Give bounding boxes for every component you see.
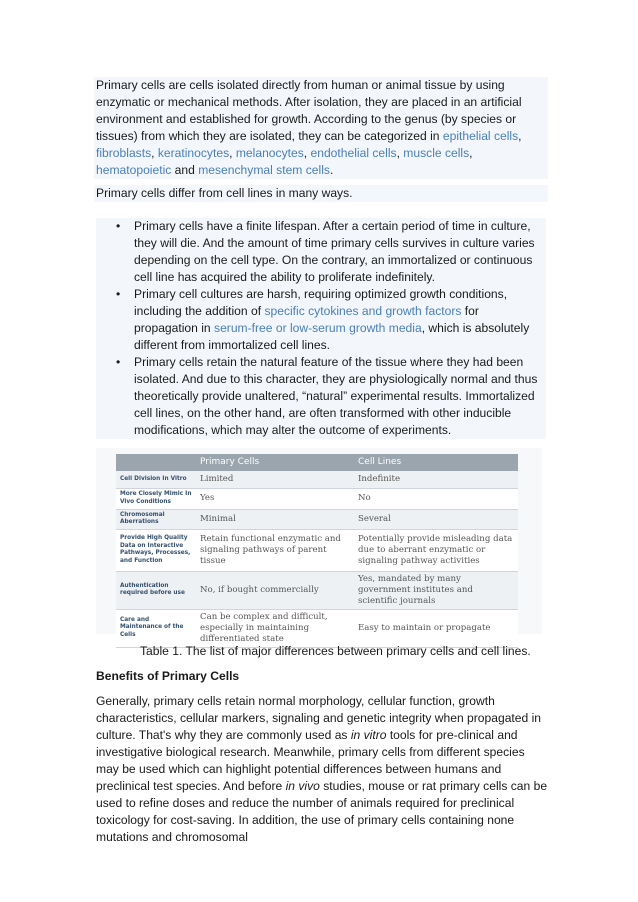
cell-primary: Retain functional enzymatic and signaling pathways of parent tissue bbox=[196, 529, 354, 571]
table-row bbox=[116, 529, 518, 571]
comparison-table-figure bbox=[96, 448, 542, 644]
list-item bbox=[96, 218, 546, 286]
cell-primary: Yes bbox=[196, 488, 354, 509]
bullet-text: Primary cells retain the natural feature of the tissue where they had been isolated. And due to this character, they are physiologically normal and thus theoretically provide unaltered, “natural” experimental results. Immortalized cell lines, on the other hand, are often transformed with other inducible modifications, which may alter the outcome of experiments. bbox=[134, 355, 538, 437]
cell-primary: Limited bbox=[196, 471, 354, 488]
bullet-icon: • bbox=[116, 355, 121, 369]
separator: , bbox=[151, 146, 158, 160]
separator: , bbox=[303, 146, 311, 160]
list-item bbox=[96, 286, 546, 354]
link-epithelial-cells[interactable]: epithelial cells bbox=[442, 129, 519, 143]
table-row bbox=[116, 509, 518, 529]
header-primary-cells: Primary Cells bbox=[196, 454, 354, 471]
cell-primary: Can be complex and difficult, especially in maintaining differentiated state bbox=[196, 609, 354, 647]
cell-lines: Indefinite bbox=[354, 471, 518, 488]
cell-lines: Easy to maintain or propagate bbox=[354, 609, 518, 647]
benefits-text-part: Generally, primary cells retain normal morphology, cellular function, growth characteristics, cellular markers, signaling and genetic integrity when propagated in culture. That's why they are commonly used as bbox=[96, 694, 542, 742]
differences-list bbox=[96, 218, 546, 439]
table-row bbox=[116, 571, 518, 609]
bullet-text-part: for propagation in bbox=[134, 304, 479, 335]
cell-lines: Several bbox=[354, 509, 518, 529]
link-muscle-cells[interactable]: muscle cells bbox=[403, 146, 470, 160]
table-caption: Table 1. The list of major differences between primary cells and cell lines. bbox=[140, 644, 531, 658]
bullet-icon: • bbox=[116, 219, 121, 233]
table-row bbox=[116, 471, 518, 488]
bullet-text bbox=[134, 286, 546, 354]
benefits-text-part: tools for pre-clinical and investigative biological research. Meanwhile, primary cells from different species may be used which can highlight potential differences between humans and preclinical test species. And before bbox=[96, 728, 525, 793]
cell-primary: Minimal bbox=[196, 509, 354, 529]
emphasis-in-vivo: in vivo bbox=[285, 779, 320, 793]
benefits-paragraph bbox=[96, 693, 548, 846]
emphasis-in-vitro: in vitro bbox=[350, 728, 387, 742]
link-endothelial-cells[interactable]: endothelial cells bbox=[310, 146, 397, 160]
link-keratinocytes[interactable]: keratinocytes bbox=[157, 146, 230, 160]
link-serum-free-media[interactable]: serum-free or low-serum growth media bbox=[214, 321, 422, 335]
table-header-row bbox=[116, 454, 518, 471]
cell-lines: Yes, mandated by many government institutes and scientific journals bbox=[354, 571, 518, 609]
link-fibroblasts[interactable]: fibroblasts bbox=[96, 146, 152, 160]
section-heading: Benefits of Primary Cells bbox=[96, 669, 240, 683]
table-row bbox=[116, 488, 518, 509]
link-melanocytes[interactable]: melanocytes bbox=[235, 146, 304, 160]
list-item bbox=[96, 354, 546, 439]
cell-lines: Potentially provide misleading data due to aberrant enzymatic or signaling pathway activities bbox=[354, 529, 518, 571]
row-label: Provide High Quality Data on Interactive Pathways, Processes, and Function bbox=[116, 529, 196, 571]
row-label: Authentication required before use bbox=[116, 571, 196, 609]
benefits-text-part: studies, mouse or rat primary cells can be used to refine doses and reduce the number of animals required for preclinical toxicology for cost-saving. In addition, the use of primary cells containing none mutations and chromosomal bbox=[96, 779, 548, 844]
separator: , bbox=[518, 129, 522, 143]
table-row bbox=[116, 609, 518, 647]
comparison-table bbox=[116, 454, 518, 648]
differ-paragraph: Primary cells differ from cell lines in many ways. bbox=[94, 185, 548, 202]
conjunction: and bbox=[171, 163, 199, 177]
header-cell-lines: Cell Lines bbox=[354, 454, 518, 471]
row-label: More Closely Mimic In Vivo Conditions bbox=[116, 488, 196, 509]
header-blank bbox=[116, 454, 196, 471]
separator: , bbox=[229, 146, 236, 160]
cell-primary: No, if bought commercially bbox=[196, 571, 354, 609]
bullet-text-part: Primary cell cultures are harsh, requiring optimized growth conditions, including the addition of bbox=[134, 287, 508, 318]
link-cytokines-growth-factors[interactable]: specific cytokines and growth factors bbox=[264, 304, 462, 318]
cell-lines: No bbox=[354, 488, 518, 509]
row-label: Chromosomal Aberrations bbox=[116, 509, 196, 529]
intro-text: Primary cells are cells isolated directly from human or animal tissue by using enzymatic or mechanical methods. After isolation, they are placed in an artificial environment and established for growth. According to the genus (by species or tissues) from which they are isolated, they can be categorized in bbox=[96, 78, 522, 143]
link-mesenchymal-stem-cells[interactable]: mesenchymal stem cells bbox=[198, 163, 330, 177]
bullet-text-part: , which is absolutely different from immortalized cell lines. bbox=[134, 321, 530, 352]
separator: , bbox=[396, 146, 404, 160]
link-hematopoietic[interactable]: hematopoietic bbox=[96, 163, 172, 177]
row-label: Cell Division In Vitro bbox=[116, 471, 196, 488]
intro-paragraph bbox=[94, 77, 548, 179]
separator: , bbox=[469, 146, 473, 160]
row-label: Care and Maintenance of the Cells bbox=[116, 609, 196, 647]
bullet-icon: • bbox=[116, 287, 121, 301]
bullet-text: Primary cells have a finite lifespan. After a certain period of time in culture, they will die. And the amount of time primary cells survives in culture varies depending on the cell type. On the contrary, an immortalized or continuous cell line has acquired the ability to proliferate indefinitely. bbox=[134, 219, 535, 284]
period: . bbox=[329, 163, 334, 177]
